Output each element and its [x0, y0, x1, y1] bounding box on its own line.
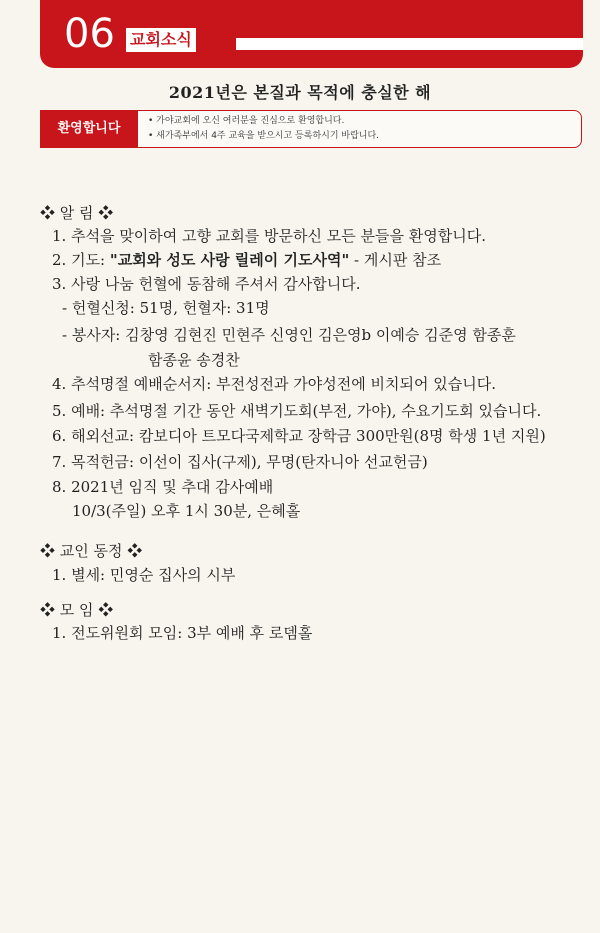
page-headline: 2021년은 본질과 목적에 충실한 해 — [168, 83, 432, 102]
welcome-label: 환영합니다 — [40, 110, 138, 148]
welcome-item: • 가야교회에 오신 여러분을 진심으로 환영합니다. — [148, 114, 581, 129]
announcement-subitem-cont: 함종윤 송경찬 — [148, 351, 240, 369]
announcement-item: 2. 기도: "교회와 성도 사랑 릴레이 기도사역" - 게시판 참조 — [52, 251, 442, 269]
announcement-item: 8. 2021년 임직 및 추대 감사예배 — [52, 478, 274, 496]
announcement-item: 3. 사랑 나눔 헌혈에 동참해 주셔서 감사합니다. — [52, 275, 361, 293]
members-item: 1. 별세: 민영순 집사의 시부 — [52, 566, 236, 584]
section-title: 교회소식 — [126, 28, 196, 52]
announcement-item: 5. 예배: 추석명절 기간 동안 새벽기도회(부전, 가야), 수요기도회 있습니다. — [52, 402, 542, 420]
announcement-item: 6. 해외선교: 캄보디아 트모다국제학교 장학금 300만원(8명 학생 1년 지원) — [52, 427, 546, 445]
members-heading: ❖ 교인 동정 ❖ — [40, 542, 143, 560]
announcement-subitem: - 헌혈신청: 51명, 헌혈자: 31명 — [62, 299, 270, 317]
welcome-box — [138, 110, 582, 148]
section-header — [40, 0, 583, 68]
prayer-campaign-title: "교회와 성도 사랑 릴레이 기도사역" — [109, 251, 350, 269]
announcement-item: 4. 추석명절 예배순서지: 부전성전과 가야성전에 비치되어 있습니다. — [52, 375, 496, 393]
announcement-item: 7. 목적헌금: 이선이 집사(구제), 무명(탄자니아 선교헌금) — [52, 453, 428, 471]
header-divider — [236, 38, 583, 50]
announcement-subitem: - 봉사자: 김창영 김현진 민현주 신영인 김은영b 이예승 김준영 함종훈 — [62, 326, 516, 344]
meetings-heading: ❖ 모 임 ❖ — [40, 601, 114, 619]
announcements-heading: ❖ 알 림 ❖ — [40, 204, 114, 222]
announcement-item: 1. 추석을 맞이하여 고향 교회를 방문하신 모든 분들을 환영합니다. — [52, 227, 486, 245]
meetings-item: 1. 전도위원회 모임: 3부 예배 후 로뎀홀 — [52, 624, 313, 642]
welcome-item: • 새가족부에서 4주 교육을 받으시고 등록하시기 바랍니다. — [148, 129, 581, 144]
announcement-item-cont: 10/3(주일) 오후 1시 30분, 은혜홀 — [72, 502, 301, 520]
section-number: 06 — [64, 11, 115, 57]
welcome-panel — [40, 110, 583, 148]
